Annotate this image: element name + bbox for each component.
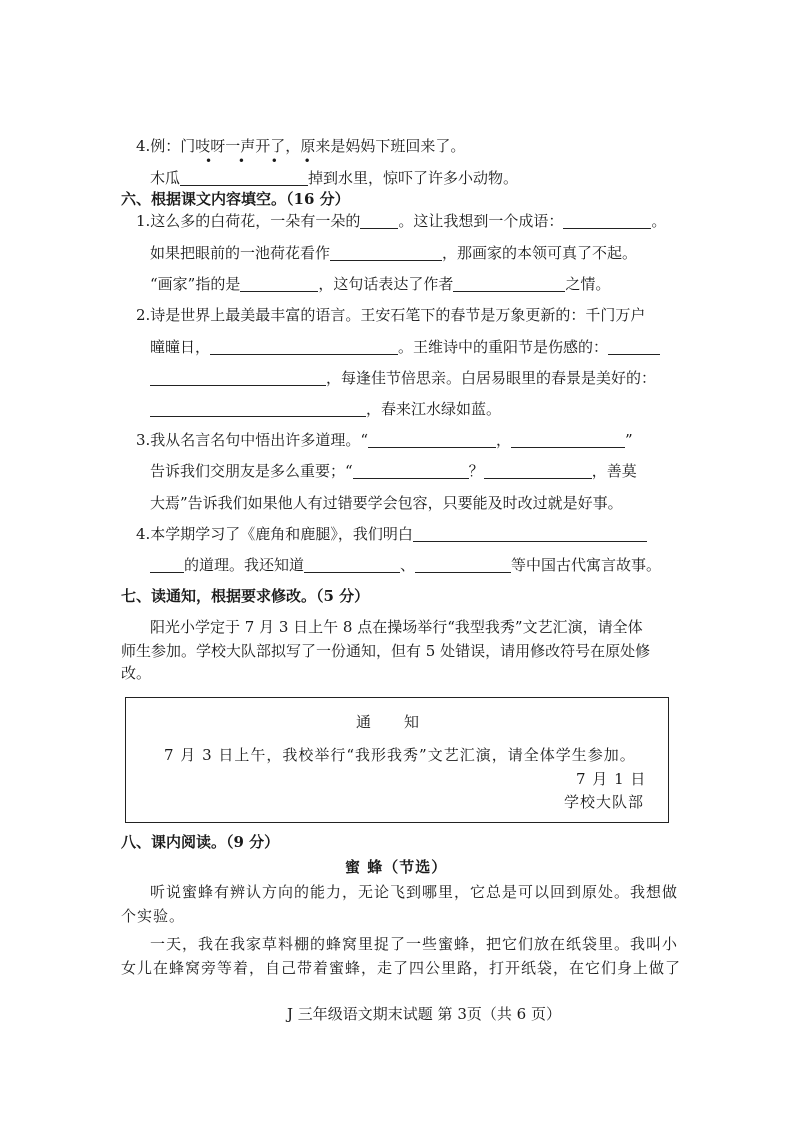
section7-title: 七、读通知，根据要求修改。（5 分） xyxy=(121,587,370,605)
s6-q1-line3 xyxy=(150,274,610,294)
s6-q1-l2b: ，那画家的本领可真了不起。 xyxy=(442,244,638,262)
s6-q1-line1 xyxy=(136,211,666,231)
s6-q3-line2 xyxy=(150,461,637,481)
s6-q1-l1c: 。 xyxy=(651,212,667,230)
s6-q2-line2 xyxy=(150,337,660,357)
answer-blank[interactable] xyxy=(511,432,625,448)
passage-line: 女儿在蜂窝旁等着，自己带着蜜蜂，走了四公里路，打开纸袋，在它们身上做了 xyxy=(121,959,682,977)
s6-q2-l4: ，春来江水绿如蓝。 xyxy=(366,400,502,418)
answer-blank[interactable] xyxy=(453,276,565,292)
q4-task xyxy=(150,168,518,188)
answer-blank[interactable] xyxy=(180,170,308,186)
s6-q1-l2a: 如果把眼前的一池荷花看作 xyxy=(150,244,331,262)
answer-blank[interactable] xyxy=(360,213,398,229)
answer-blank[interactable] xyxy=(608,339,660,355)
notice-box xyxy=(125,697,669,823)
s6-q1-l1b: 。这让我想到一个成语： xyxy=(398,212,564,230)
passage-line: 一天，我在我家草料棚的蜂窝里捉了一些蜜蜂，把它们放在纸袋里。我叫小 xyxy=(150,935,679,953)
passage-line: 个实验。 xyxy=(121,907,186,925)
page-footer: J 三年级语文期末试题 第 3页（共 6 页） xyxy=(287,1005,561,1023)
s6-q2-line3 xyxy=(150,368,656,388)
s6-q1-l1a: 1.这么多的白荷花，一朵有一朵的 xyxy=(136,212,361,230)
notice-body: 7 月 3 日上午，我校举行“我形我秀”文艺汇演，请全体学生参加。 xyxy=(164,746,636,764)
answer-blank[interactable] xyxy=(484,463,592,479)
answer-blank[interactable] xyxy=(563,213,651,229)
s6-q3-l2a: 告诉我们交朋友是多么重要；“ xyxy=(150,462,353,480)
s6-q3-l2c: ，善莫 xyxy=(591,462,637,480)
s6-q1-l3b: ，这句话表达了作者 xyxy=(318,275,454,293)
q4-example: 4.例：门吱呀一声开了，原来是妈妈下班回来了。 xyxy=(136,137,466,155)
s6-q1-line2 xyxy=(150,243,637,263)
passage-title: 蜜 蜂（节选） xyxy=(345,858,448,876)
s6-q4-l2a: 的道理。我还知道 xyxy=(184,556,305,574)
notice-signer: 学校大队部 xyxy=(564,793,645,811)
passage-line: 听说蜜蜂有辨认方向的能力，无论飞到哪里，它总是可以回到原处。我想做 xyxy=(150,883,679,901)
section6-title: 六、根据课文内容填空。（16 分） xyxy=(121,190,350,208)
answer-blank[interactable] xyxy=(330,245,442,261)
s6-q4-l2c: 等中国古代寓言故事。 xyxy=(511,556,662,574)
s6-q1-l3c: 之情。 xyxy=(565,275,611,293)
answer-blank[interactable] xyxy=(150,557,184,573)
s7-para-1: 阳光小学定于 7 月 3 日上午 8 点在操场举行“我型我秀”文艺汇演，请全体 xyxy=(150,618,643,636)
q4-task-a: 木瓜 xyxy=(150,169,181,187)
answer-blank[interactable] xyxy=(353,463,469,479)
s6-q4-l1: 4.本学期学习了《鹿角和鹿腿》，我们明白 xyxy=(136,525,413,543)
s6-q4-line1 xyxy=(136,524,647,544)
answer-blank[interactable] xyxy=(240,276,318,292)
notice-date: 7 月 1 日 xyxy=(576,770,647,788)
s6-q4-line2 xyxy=(150,555,661,575)
s6-q2-line1: 2.诗是世界上最美最丰富的语言。王安石笔下的春节是万象更新的：千门万户 xyxy=(136,306,646,324)
emphasis-dots: • • • • xyxy=(205,154,322,168)
answer-blank[interactable] xyxy=(150,370,326,386)
q4-task-b: 掉到水里，惊吓了许多小动物。 xyxy=(308,169,519,187)
s6-q3-l2b: ？ xyxy=(468,462,484,480)
s7-para-2: 师生参加。学校大队部拟写了一份通知，但有 5 处错误，请用修改符号在原处修 xyxy=(121,642,651,660)
s6-q2-line4 xyxy=(150,399,501,419)
answer-blank[interactable] xyxy=(210,339,398,355)
s6-q3-l1b: ， xyxy=(495,431,511,449)
answer-blank[interactable] xyxy=(415,557,511,573)
s6-q1-l3a: “画家”指的是 xyxy=(150,275,241,293)
answer-blank[interactable] xyxy=(304,557,400,573)
answer-blank[interactable] xyxy=(368,432,496,448)
answer-blank[interactable] xyxy=(413,526,647,542)
s6-q4-l2b: 、 xyxy=(400,556,416,574)
s6-q3-line3: 大焉”告诉我们如果他人有过错要学会包容，只要能及时改过就是好事。 xyxy=(150,494,623,512)
s6-q2-l3: ，每逢佳节倍思亲。白居易眼里的春景是美好的： xyxy=(326,369,657,387)
s7-para-3: 改。 xyxy=(121,664,152,682)
s6-q3-line1 xyxy=(136,430,633,450)
s6-q2-l2b: 。王维诗中的重阳节是伤感的： xyxy=(398,338,609,356)
s6-q3-l1c: ” xyxy=(625,431,633,449)
section8-title: 八、课内阅读。（9 分） xyxy=(121,833,280,851)
answer-blank[interactable] xyxy=(150,401,366,417)
s6-q2-l2a: 曈曈日， xyxy=(150,338,211,356)
notice-title: 通 知 xyxy=(356,713,421,731)
s6-q3-l1a: 3.我从名言名句中悟出许多道理。“ xyxy=(136,431,368,449)
